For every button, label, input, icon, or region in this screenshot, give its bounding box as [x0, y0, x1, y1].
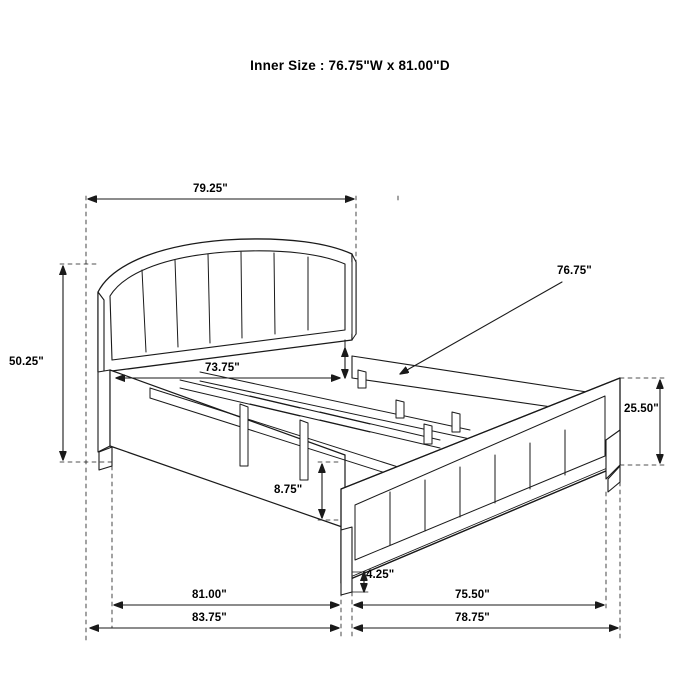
dim-label-footboard-gap: 4.25"	[366, 569, 395, 581]
dim-label-footboard-height: 25.50"	[624, 403, 659, 415]
dim-label-headboard-panel-width: 73.75"	[205, 362, 240, 374]
dim-label-depth-diagonal: 76.75"	[557, 265, 592, 277]
dim-label-rail-to-floor: 8.75"	[274, 484, 303, 496]
dim-label-headboard-height: 50.25"	[9, 356, 44, 368]
dim-label-rail-outer: 83.75"	[192, 612, 227, 624]
dim-label-rail-inner: 81.00"	[192, 589, 227, 601]
dim-label-footboard-inner: 75.50"	[455, 589, 490, 601]
page-title: Inner Size : 76.75"W x 81.00"D	[250, 58, 450, 73]
dim-label-footboard-outer: 78.75"	[455, 612, 490, 624]
dim-label-headboard-width: 79.25"	[193, 183, 228, 195]
footboard	[341, 378, 620, 583]
